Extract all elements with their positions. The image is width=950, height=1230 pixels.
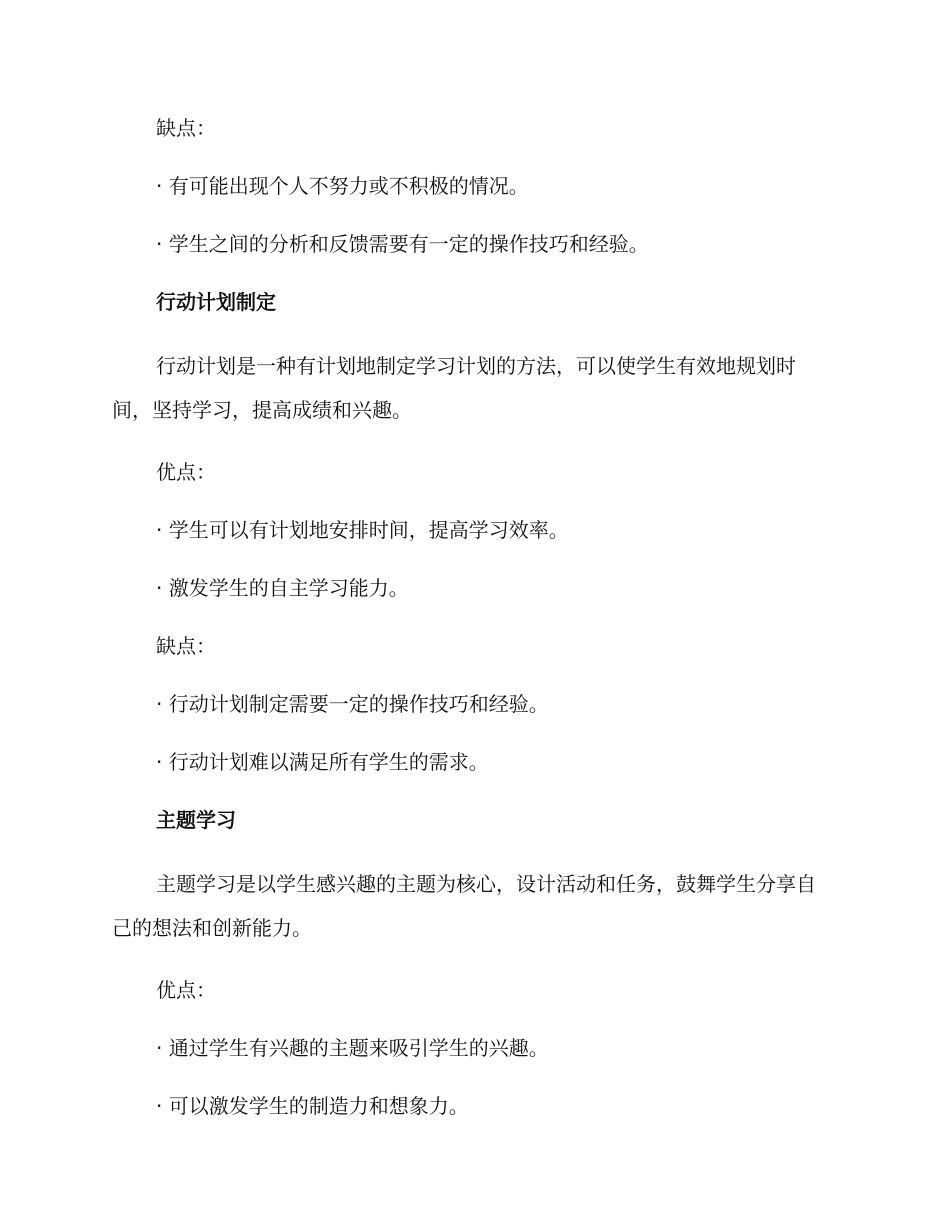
cons-item: · 有可能出现个人不努力或不积极的情况。	[156, 174, 529, 198]
section-paragraph: 行动计划是一种有计划地制定学习计划的方法，可以使学生有效地规划时间，坚持学习，提高成绩和兴趣。	[112, 354, 796, 422]
pros-label: 优点：	[156, 978, 216, 1002]
cons-label: 缺点：	[156, 116, 216, 140]
pros-label: 优点：	[156, 460, 216, 484]
cons-item: · 学生之间的分析和反馈需要有一定的操作技巧和经验。	[156, 232, 649, 256]
pros-item: · 激发学生的自主学习能力。	[156, 576, 409, 600]
pros-item: · 可以激发学生的制造力和想象力。	[156, 1094, 469, 1118]
section-paragraph: 主题学习是以学生感兴趣的主题为核心，设计活动和任务，鼓舞学生分享自己的想法和创新能力。	[112, 872, 816, 940]
cons-item: · 行动计划制定需要一定的操作技巧和经验。	[156, 692, 549, 716]
cons-item: · 行动计划难以满足所有学生的需求。	[156, 750, 489, 774]
pros-item: · 学生可以有计划地安排时间，提高学习效率。	[156, 518, 569, 542]
document-content	[112, 112, 832, 1122]
section-heading-theme-learning: 主题学习	[156, 808, 236, 832]
cons-label: 缺点：	[156, 634, 216, 658]
pros-item: · 通过学生有兴趣的主题来吸引学生的兴趣。	[156, 1036, 549, 1060]
section-heading-action-plan: 行动计划制定	[156, 290, 276, 314]
